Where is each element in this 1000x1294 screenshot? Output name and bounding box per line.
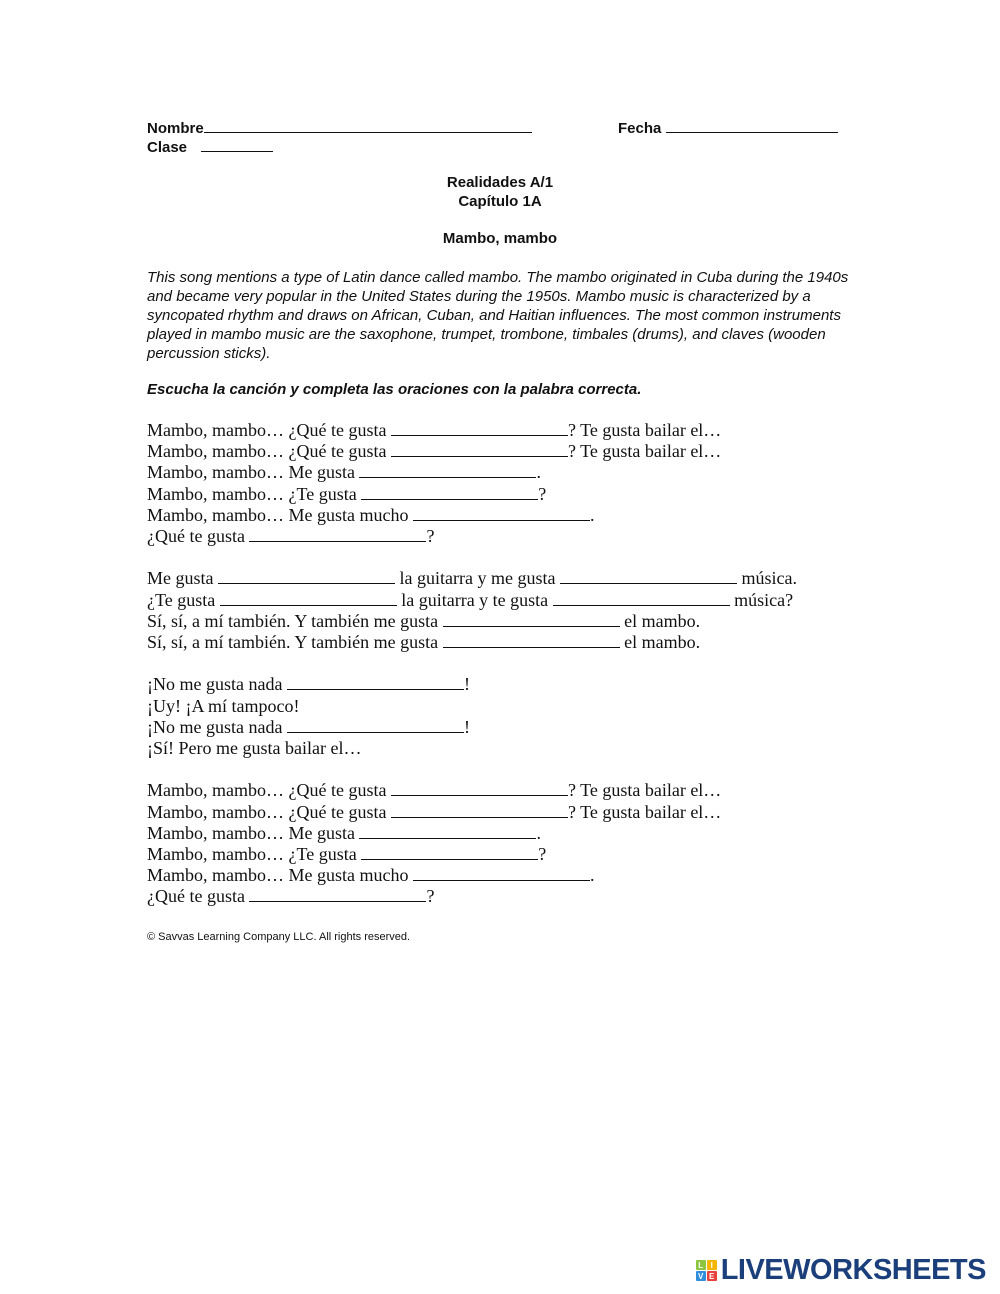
logo-tile: E (707, 1271, 717, 1281)
date-field (618, 118, 838, 137)
lyric-line (147, 590, 797, 611)
answer-blank[interactable] (391, 441, 568, 457)
logo-tiles-icon (696, 1260, 717, 1281)
lyric-line (147, 717, 797, 738)
lyric-text: la guitarra y me gusta (395, 568, 560, 589)
lyric-text: el mambo. (619, 610, 701, 631)
lyric-line (147, 526, 797, 547)
song-title: Mambo, mambo (442, 230, 558, 247)
lyric-text: ? Te gusta bailar el… (567, 780, 722, 801)
lyric-line (147, 886, 797, 907)
lyric-text: Sí, sí, a mí también. Y también me gusta (147, 610, 443, 631)
copyright: © Savvas Learning Company LLC. All rights reserved. (147, 931, 411, 943)
lyric-text: ? (538, 844, 547, 865)
class-label: Clase (147, 139, 188, 156)
book-title: Realidades A/1 (446, 174, 554, 191)
lyric-text: Mambo, mambo… ¿Te gusta (147, 483, 362, 504)
answer-blank[interactable] (287, 674, 464, 690)
answer-blank[interactable] (359, 823, 536, 839)
answer-blank[interactable] (413, 505, 590, 521)
lyric-text: Mambo, mambo… ¿Te gusta (147, 844, 362, 865)
class-blank[interactable] (201, 137, 273, 152)
lyric-text: Mambo, mambo… ¿Qué te gusta (147, 801, 391, 822)
answer-blank[interactable] (287, 717, 464, 733)
stanza (147, 780, 797, 907)
lyric-text: Mambo, mambo… ¿Qué te gusta (147, 780, 391, 801)
instructions: Escucha la canción y completa las oraciones con la palabra correcta. (147, 381, 642, 398)
lyric-text: ¡Uy! ¡A mí tampoco! (147, 695, 300, 716)
date-label: Fecha (618, 120, 662, 137)
logo-tile: L (696, 1260, 706, 1270)
lyric-text: . (536, 462, 541, 483)
lyric-text: ? (426, 526, 435, 547)
lyric-text: Mambo, mambo… ¿Qué te gusta (147, 420, 391, 440)
lyric-text: ¡No me gusta nada (147, 716, 287, 737)
lyric-text: ? Te gusta bailar el… (567, 441, 722, 462)
answer-blank[interactable] (249, 526, 426, 542)
answer-blank[interactable] (391, 802, 568, 818)
lyric-text: ¡No me gusta nada (147, 674, 287, 695)
lyric-text: la guitarra y te gusta (396, 589, 553, 610)
lyric-text: Mambo, mambo… ¿Qué te gusta (147, 441, 391, 462)
answer-blank[interactable] (218, 568, 395, 584)
lyric-line (147, 611, 797, 632)
lyric-line (147, 568, 797, 589)
logo-tile: V (696, 1271, 706, 1281)
class-field (147, 137, 273, 156)
lyric-line (147, 632, 797, 653)
answer-blank[interactable] (560, 568, 737, 584)
chapter-title: Capítulo 1A (458, 193, 542, 210)
lyric-line (147, 865, 797, 886)
lyric-text: Me gusta (147, 568, 218, 589)
answer-blank[interactable] (443, 632, 620, 648)
liveworksheets-logo (696, 1254, 986, 1287)
stanza (147, 420, 797, 547)
lyric-line (147, 441, 797, 462)
lyric-line (147, 823, 797, 844)
lyric-text: ? (426, 886, 435, 907)
lyric-line (147, 844, 797, 865)
lyric-text: el mambo. (619, 632, 701, 653)
lyric-line (147, 674, 797, 695)
lyric-text: ? (538, 483, 547, 504)
lyric-text: ¿Qué te gusta (147, 886, 250, 907)
date-blank[interactable] (666, 118, 838, 133)
lyric-text: Sí, sí, a mí también. Y también me gusta (147, 632, 443, 653)
answer-blank[interactable] (413, 865, 590, 881)
answer-blank[interactable] (361, 844, 538, 860)
answer-blank[interactable] (359, 462, 536, 478)
lyric-line (147, 505, 797, 526)
lyrics (147, 420, 797, 929)
lyric-text: Mambo, mambo… Me gusta mucho (147, 504, 413, 525)
lyric-text: ¡Sí! Pero me gusta bailar el… (147, 738, 362, 759)
lyric-line (147, 462, 797, 483)
stanza (147, 674, 797, 759)
answer-blank[interactable] (220, 590, 397, 606)
answer-blank[interactable] (249, 886, 426, 902)
answer-blank[interactable] (443, 611, 620, 627)
answer-blank[interactable] (553, 590, 730, 606)
lyric-text: ! (463, 716, 470, 737)
lyric-text: . (536, 822, 541, 843)
logo-tile: I (707, 1260, 717, 1270)
lyric-line (147, 484, 797, 505)
answer-blank[interactable] (391, 420, 568, 436)
lyric-text: ¿Te gusta (147, 589, 220, 610)
lyric-text: . (589, 865, 595, 886)
lyric-text: Mambo, mambo… Me gusta mucho (147, 865, 413, 886)
lyric-text: ? Te gusta bailar el… (567, 420, 722, 440)
lyric-text: música? (729, 589, 794, 610)
lyric-line (147, 802, 797, 823)
name-field (147, 118, 532, 137)
lyric-line (147, 780, 797, 801)
lyric-text: ¿Qué te gusta (147, 526, 250, 547)
lyric-line (147, 420, 797, 441)
lyric-text: . (589, 504, 595, 525)
logo-text: LIVEWORKSHEETS (720, 1254, 986, 1286)
name-blank[interactable] (204, 118, 532, 133)
lyric-line (147, 696, 797, 717)
name-label: Nombre (147, 120, 204, 137)
answer-blank[interactable] (391, 780, 568, 796)
lyric-text: Mambo, mambo… Me gusta (147, 462, 360, 483)
lyric-text: música. (736, 568, 797, 589)
lyric-line (147, 738, 797, 759)
stanza (147, 568, 797, 653)
answer-blank[interactable] (361, 484, 538, 500)
intro-paragraph: This song mentions a type of Latin dance called mambo. The mambo originated in Cuba during the 1940s and became very popular in the United States during the 1950s. Mambo music is characterized by a syncopated rhythm and draws on African, Cuban, and Haitian influences. The most common instruments played in mambo music are the saxophone, trumpet, trombone, timbales (drums), and claves (wooden percussion sticks). (147, 269, 849, 362)
lyric-text: Mambo, mambo… Me gusta (147, 822, 360, 843)
lyric-text: ? Te gusta bailar el… (567, 801, 722, 822)
lyric-text: ! (463, 674, 470, 695)
